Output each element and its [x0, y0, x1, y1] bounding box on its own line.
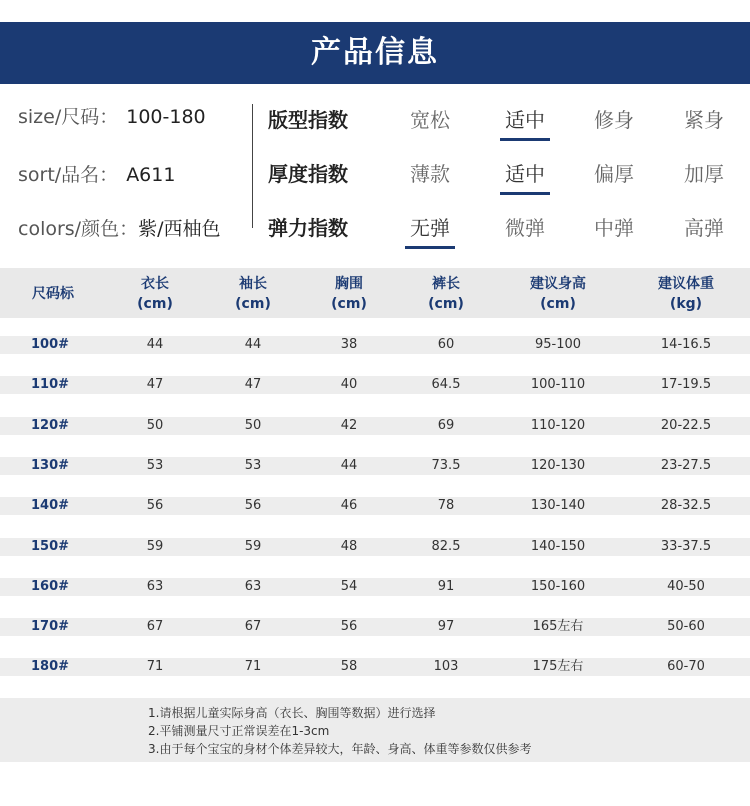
note-3: 3.由于每个宝宝的身材个体差异较大，年龄、身高、体重等参数仅供参考	[148, 742, 532, 756]
table-cell: 97	[437, 619, 455, 634]
header-weight: 建议体重 (kg)	[658, 276, 714, 312]
table-cell: 175左右	[532, 659, 584, 674]
thickness-option-thin: 薄款	[410, 162, 450, 186]
table-cell: 23-27.5	[660, 458, 712, 473]
table-cell: 95-100	[534, 337, 582, 352]
table-header	[0, 268, 750, 318]
table-cell: 20-22.5	[660, 418, 712, 433]
table-cell: 60	[437, 337, 455, 352]
table-cell: 140#	[30, 498, 70, 513]
table-cell: 71	[244, 659, 262, 674]
fit-option-slim: 修身	[594, 108, 634, 132]
table-cell: 110-120	[530, 418, 586, 433]
table-cell: 56	[244, 498, 262, 513]
table-cell: 47	[146, 377, 164, 392]
divider	[252, 104, 253, 228]
header-pants: 裤长 (cm)	[428, 276, 464, 312]
thickness-option-thickish: 偏厚	[594, 162, 634, 186]
table-cell: 150-160	[530, 579, 586, 594]
table-cell: 28-32.5	[660, 498, 712, 513]
sort-label: sort/品名：	[18, 164, 119, 186]
stretch-option-high: 高弹	[684, 216, 724, 240]
table-cell: 120#	[30, 418, 70, 433]
table-cell: 67	[146, 619, 164, 634]
table-cell: 44	[244, 337, 262, 352]
colors-row	[18, 214, 221, 241]
table-cell: 33-37.5	[660, 539, 712, 554]
table-cell: 170#	[30, 619, 70, 634]
thickness-option-regular: 适中	[495, 158, 555, 187]
fit-option-loose: 宽松	[410, 108, 450, 132]
table-cell: 56	[146, 498, 164, 513]
table-cell: 17-19.5	[660, 377, 712, 392]
table-cell: 100#	[30, 337, 70, 352]
stretch-option-none: 无弹	[400, 212, 460, 241]
table-cell: 42	[340, 418, 358, 433]
fit-option-regular: 适中	[495, 104, 555, 133]
note-2: 2.平铺测量尺寸正常误差在1-3cm	[148, 724, 330, 738]
table-cell: 103	[433, 659, 459, 674]
table-cell: 59	[146, 539, 164, 554]
table-cell: 44	[146, 337, 164, 352]
table-cell: 73.5	[431, 458, 461, 473]
notes	[0, 698, 750, 762]
table-cell: 59	[244, 539, 262, 554]
table-cell: 130-140	[530, 498, 586, 513]
table-cell: 54	[340, 579, 358, 594]
table-cell: 165左右	[532, 619, 584, 634]
header-chest: 胸围 (cm)	[331, 276, 367, 312]
table-cell: 160#	[30, 579, 70, 594]
header-length: 衣长 (cm)	[137, 276, 173, 312]
table-cell: 130#	[30, 458, 70, 473]
table-cell: 38	[340, 337, 358, 352]
table-cell: 63	[244, 579, 262, 594]
stretch-index-label: 弹力指数	[268, 216, 348, 240]
header-sleeve: 袖长 (cm)	[235, 276, 271, 312]
page-title: 产品信息	[311, 35, 439, 70]
header-height: 建议身高 (cm)	[530, 276, 586, 312]
table-cell: 60-70	[667, 659, 705, 674]
table-cell: 47	[244, 377, 262, 392]
table-cell: 56	[340, 619, 358, 634]
table-cell: 82.5	[431, 539, 461, 554]
fit-option-tight: 紧身	[684, 108, 724, 132]
colors-label: colors/颜色：	[18, 218, 139, 240]
table-cell: 69	[437, 418, 455, 433]
table-cell: 150#	[30, 539, 70, 554]
table-cell: 14-16.5	[660, 337, 712, 352]
table-cell: 71	[146, 659, 164, 674]
stretch-option-medium: 中弹	[594, 216, 634, 240]
table-cell: 110#	[30, 377, 70, 392]
table-cell: 53	[244, 458, 262, 473]
table-cell: 140-150	[530, 539, 586, 554]
table-cell: 58	[340, 659, 358, 674]
table-cell: 91	[437, 579, 455, 594]
thickness-index-label: 厚度指数	[268, 162, 348, 186]
table-cell: 67	[244, 619, 262, 634]
product-info	[0, 88, 750, 268]
size-value: 100-180	[126, 106, 206, 128]
size-row	[18, 102, 206, 129]
table-cell: 40-50	[667, 579, 705, 594]
header-size: 尺码标	[32, 286, 74, 302]
sort-value: A611	[126, 164, 176, 186]
table-cell: 120-130	[530, 458, 586, 473]
table-cell: 180#	[30, 659, 70, 674]
table-cell: 78	[437, 498, 455, 513]
table-cell: 53	[146, 458, 164, 473]
table-cell: 40	[340, 377, 358, 392]
sort-row	[18, 160, 175, 187]
thickness-option-thick: 加厚	[684, 162, 724, 186]
table-cell: 44	[340, 458, 358, 473]
fit-index-label: 版型指数	[268, 108, 348, 132]
table-cell: 50	[244, 418, 262, 433]
table-cell: 50	[146, 418, 164, 433]
size-label: size/尺码：	[18, 106, 119, 128]
colors-value: 紫/西柚色	[138, 218, 221, 240]
table-cell: 50-60	[667, 619, 705, 634]
table-cell: 100-110	[530, 377, 586, 392]
table-cell: 63	[146, 579, 164, 594]
table-cell: 64.5	[431, 377, 461, 392]
header	[0, 0, 750, 88]
table-cell: 48	[340, 539, 358, 554]
stretch-option-slight: 微弹	[505, 216, 545, 240]
table-cell: 46	[340, 498, 358, 513]
note-1: 1.请根据儿童实际身高（衣长、胸围等数据）进行选择	[148, 706, 436, 720]
